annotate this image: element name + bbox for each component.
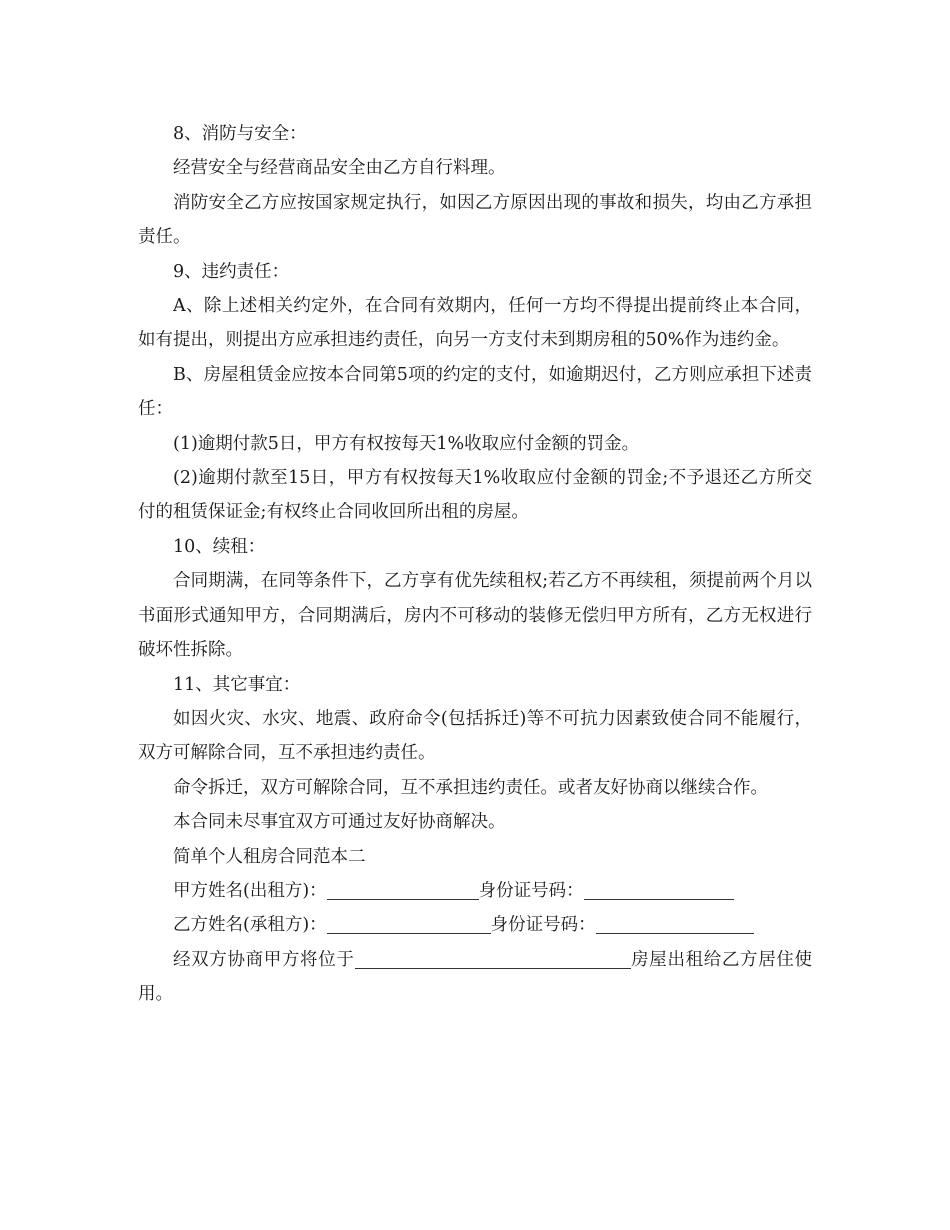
party-a-id-blank <box>584 877 734 900</box>
location-prefix: 经双方协商甲方将位于 <box>173 949 355 970</box>
party-a-name-blank <box>327 877 479 900</box>
party-b-name-blank <box>327 911 491 934</box>
paragraph: 本合同未尽事宜双方可通过友好协商解决。 <box>173 812 506 833</box>
location-suffix: 房屋出租给乙方居住使用。 <box>138 949 812 1005</box>
party-b-id-blank <box>596 911 754 934</box>
party-b-id-label: 身份证号码： <box>490 915 596 936</box>
paragraph: 消防安全乙方应按国家规定执行，如因乙方原因出现的事故和损失，均由乙方承担责任。 <box>138 192 812 248</box>
paragraph: 合同期满，在同等条件下，乙方享有优先续租权;若乙方不再续租，须提前两个月以书面形式通知甲方，合同期满后，房内不可移动的装修无偿归甲方所有，乙方无权进行破坏性拆除。 <box>138 571 812 661</box>
section-10-heading: 10、续租： <box>173 536 266 557</box>
party-b-label: 乙方姓名(承租方)： <box>173 915 327 936</box>
paragraph: 经营安全与经营商品安全由乙方自行料理。 <box>173 158 506 179</box>
party-a-id-label: 身份证号码： <box>478 880 584 901</box>
section-8-heading: 8、消防与安全： <box>173 124 307 144</box>
paragraph: A、除上述相关约定外，在合同有效期内，任何一方均不得提出提前终止本合同，如有提出，则提出方应承担违约责任，向另一方支付未到期房租的50%作为违约金。 <box>138 296 812 351</box>
paragraph: B、房屋租赁金应按本合同第5项的约定的支付，如逾期迟付，乙方则应承担下述责任： <box>138 364 812 420</box>
paragraph: 命令拆迁，双方可解除合同，互不承担违约责任。或者友好协商以继续合作。 <box>173 777 768 798</box>
location-line <box>138 943 812 1012</box>
paragraph: (2)逾期付款至15日，甲方有权按每天1%收取应付金额的罚金;不予退还乙方所交付的租赁保证金;有权终止合同收回所出租的房屋。 <box>138 468 812 523</box>
party-a-label: 甲方姓名(出租方)： <box>173 880 327 901</box>
location-blank <box>355 946 631 969</box>
party-a-line <box>138 874 812 908</box>
paragraph: (1)逾期付款5日，甲方有权按每天1%收取应付金额的罚金。 <box>173 433 640 454</box>
section-9-heading: 9、违约责任： <box>173 261 290 282</box>
paragraph: 如因火灾、水灾、地震、政府命令(包括拆迁)等不可抗力因素致使合同不能履行，双方可解除合同，互不承担违约责任。 <box>138 708 812 764</box>
section-11-heading: 11、其它事宜： <box>173 674 301 695</box>
party-b-line <box>138 908 812 942</box>
contract-title-2: 简单个人租房合同范本二 <box>173 846 366 867</box>
